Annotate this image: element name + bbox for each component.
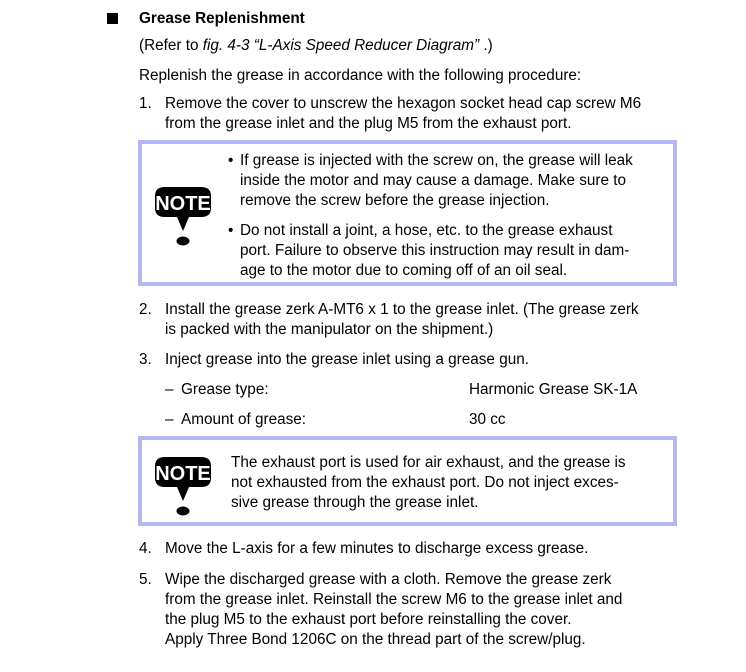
step-2-number: 2. (139, 301, 152, 318)
step-1-line-2: from the grease inlet and the plug M5 from the exhaust port. (165, 115, 572, 132)
note-icon-label: NOTE (155, 193, 211, 215)
grease-amount-label: Amount of grease: (181, 411, 306, 428)
note-1-bullet-2-line-3: age to the motor due to coming off of an oil seal. (240, 262, 568, 279)
note-1-bullet-2: • (228, 222, 234, 239)
note-1-bullet-2-line-2: port. Failure to observe this instruction may result in dam- (240, 242, 630, 259)
step-4-number: 4. (139, 540, 152, 557)
spec-dash-1: – (165, 381, 174, 398)
step-3-number: 3. (139, 351, 152, 368)
grease-amount-value: 30 cc (469, 411, 506, 428)
note-1-bullet-1: • (228, 152, 234, 169)
note-1-bullet-2-line-1: Do not install a joint, a hose, etc. to the grease exhaust (240, 222, 613, 239)
section-bullet-square (107, 13, 118, 24)
step-1-line-1: Remove the cover to unscrew the hexagon socket head cap screw M6 (165, 95, 642, 112)
figure-reference (139, 36, 493, 56)
note-icon (149, 456, 217, 518)
note-box-2 (138, 436, 677, 526)
note-2-line-2: not exhausted from the exhaust port. Do not inject exces- (231, 474, 619, 491)
ref-prefix: (Refer to (139, 37, 203, 54)
step-4-line-1: Move the L-axis for a few minutes to discharge excess grease. (165, 540, 589, 557)
step-2-line-2: is packed with the manipulator on the shipment.) (165, 321, 494, 338)
note-icon (149, 186, 217, 248)
intro-text: Replenish the grease in accordance with the following procedure: (139, 67, 582, 84)
grease-type-value: Harmonic Grease SK-1A (469, 381, 638, 398)
step-3-line-1: Inject grease into the grease inlet using a grease gun. (165, 351, 529, 368)
step-5-line-2: from the grease inlet. Reinstall the screw M6 to the grease inlet and (165, 591, 623, 608)
step-2-line-1: Install the grease zerk A-MT6 x 1 to the grease inlet. (The grease zerk (165, 301, 639, 318)
note-icon-label: NOTE (155, 463, 211, 485)
section-title: Grease Replenishment (139, 10, 305, 27)
note-box-1 (138, 140, 677, 286)
step-5-line-4: Apply Three Bond 1206C on the thread part of the screw/plug. (165, 631, 586, 648)
ref-figure: fig. 4-3 “L-Axis Speed Reducer Diagram” (202, 37, 480, 54)
step-5-line-3: the plug M5 to the exhaust port before reinstalling the cover. (165, 611, 572, 628)
note-2-line-1: The exhaust port is used for air exhaust, and the grease is (231, 454, 626, 471)
step-5-number: 5. (139, 571, 152, 588)
step-5-line-1: Wipe the discharged grease with a cloth. Remove the grease zerk (165, 571, 612, 588)
note-1-bullet-1-line-1: If grease is injected with the screw on, the grease will leak (240, 152, 633, 169)
step-1-number: 1. (139, 95, 152, 112)
note-2-line-3: sive grease through the grease inlet. (231, 494, 479, 511)
grease-type-label: Grease type: (181, 381, 269, 398)
note-1-bullet-1-line-3: remove the screw before the grease injection. (240, 192, 550, 209)
ref-suffix: .) (479, 37, 493, 54)
spec-dash-2: – (165, 411, 174, 428)
note-1-bullet-1-line-2: inside the motor and may cause a damage. Make sure to (240, 172, 627, 189)
